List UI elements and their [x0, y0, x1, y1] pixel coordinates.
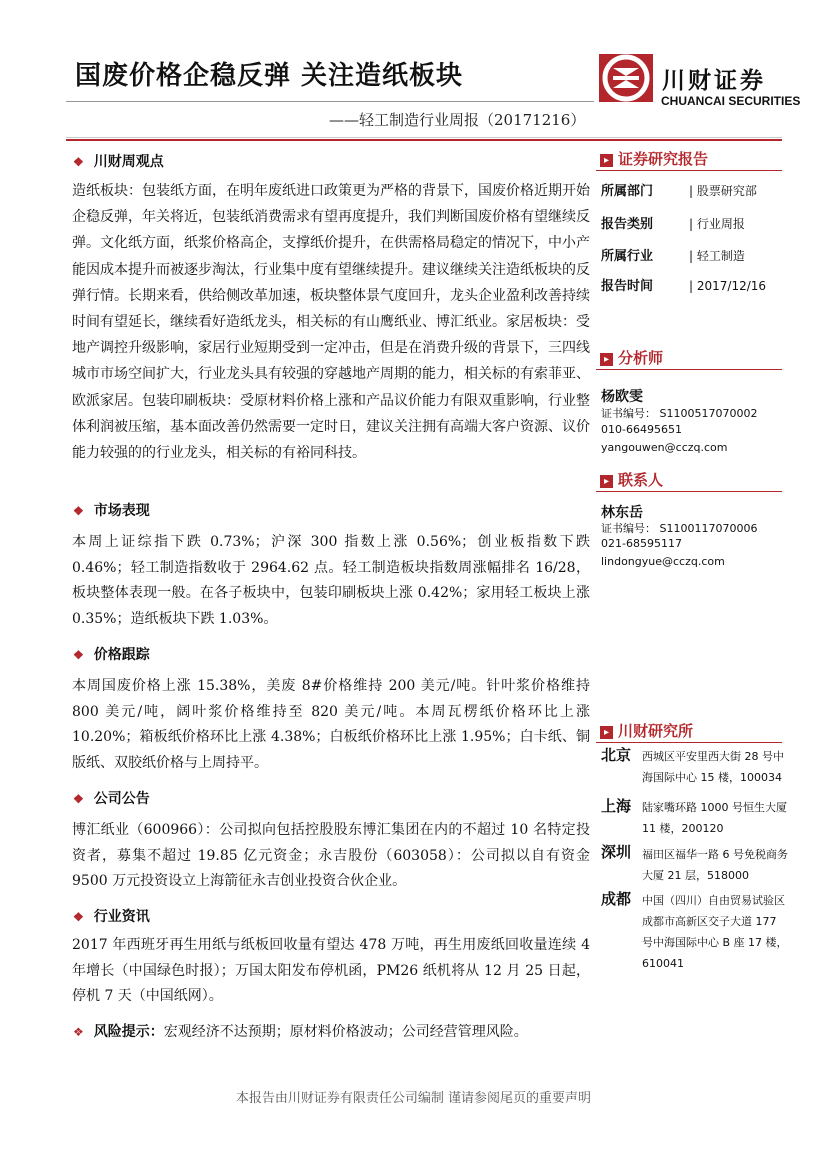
news-paragraph: 2017 年西班牙再生用纸与纸板回收量有望达 478 万吨，再生用废纸回收量连续 4 年增长（中国绿色时报）；万国太阳发布停机函，PM26 纸机将从 12 月 25 日起，停机 7 天（中国纸网）。	[72, 937, 590, 1005]
brand-name-en: CHUANCAI SECURITIES	[661, 94, 801, 108]
announce-paragraph: 博汇纸业（600966）：公司拟向包括控股股东博汇集团在内的不超过 10 名特定投资者，募集不超过 19.85 亿元资金；永吉股份（603058）：公司拟以自有资金 9500 万元投资设立上海箭征永吉创业投资合伙企业。	[72, 822, 590, 890]
institute-heading: ▸ 川财研究所	[600, 720, 693, 741]
section-heading-view: ❖ 川财周观点	[73, 154, 164, 170]
report-info-heading: ▸ 证券研究报告	[600, 148, 708, 169]
section-heading-market: ❖ 市场表现	[73, 503, 150, 519]
office-city-chengdu: 成都	[601, 890, 632, 908]
info-row-industry: 所属行业 | 轻工制造	[601, 249, 745, 264]
contact-heading: ▸ 联系人	[600, 469, 663, 490]
section-square-icon: ▸	[600, 154, 613, 167]
contact-name: 林东岳	[601, 505, 643, 521]
section-square-icon: ▸	[600, 353, 613, 366]
info-row-department: 所属部门 | 股票研究部	[601, 184, 757, 199]
page-footer: 本报告由川财证券有限责任公司编制 谨请参阅尾页的重要声明	[235, 1091, 592, 1106]
sidebar-rule	[596, 369, 782, 370]
view-paragraph: 造纸板块：包装纸方面，在明年废纸进口政策更为严格的背景下，国废价格近期开始企稳反弹，年关将近，包装纸消费需求有望再度提升，我们判断国废价格有望继续反弹。文化纸方面，纸浆价格高企，支撑纸价提升，在供需格局稳定的情况下，中小产能因成本提升而被逐步淘汰，行业集中度有望继续提升。建议继续关注造纸板块的反弹行情。长期来看，供给侧改革加速，板块整体景气度回升，龙头企业盈利改善持续时间有望延长，继续看好造纸龙头，相关标的有山鹰纸业、博汇纸业。家居板块：受地产调控升级影响，家居行业短期受到一定冲击，但是在消费升级的背景下，三四线城市市场空间扩大，行业龙头具有较强的穿越地产周期的能力，相关标的有索菲亚、欧派家居。包装印刷板块：受原材料价格上涨和产品议价能力有限双重影响，行业整体利润被压缩，基本面改善仍然需要一定时日，建议关注拥有高端大客户资源、议价能力较强的的行业龙头，相关标的有裕同科技。	[72, 183, 590, 462]
sidebar-rule	[596, 742, 782, 743]
office-city-shenzhen: 深圳	[601, 843, 632, 861]
diamond-bullet-icon: ❖	[73, 648, 84, 662]
sidebar-rule	[596, 491, 782, 492]
contact-email[interactable]: lindongyue@cczq.com	[601, 555, 725, 568]
analyst-heading: ▸ 分析师	[600, 347, 663, 368]
info-row-date: 报告时间 | 2017/12/16	[601, 279, 767, 294]
header-rule	[66, 139, 782, 141]
sidebar-rule	[596, 170, 782, 171]
risk-warning: ❖ 风险提示：宏观经济不达预期；原材料价格波动；公司经营管理风险。	[73, 1024, 528, 1040]
contact-cert: 证书编号： S1100117070006	[601, 522, 758, 535]
office-city-shanghai: 上海	[601, 797, 632, 815]
chuancai-logo-icon	[599, 54, 653, 102]
report-title: 国废价格企稳反弹 关注造纸板块	[75, 61, 464, 91]
section-heading-news: ❖ 行业资讯	[73, 909, 150, 925]
section-square-icon: ▸	[600, 726, 613, 739]
report-subtitle: ——轻工制造行业周报（20171216）	[329, 111, 586, 129]
contact-phone: 021-68595117	[601, 537, 682, 550]
analyst-phone: 010-66495651	[601, 423, 682, 436]
section-heading-price: ❖ 价格跟踪	[73, 647, 150, 663]
diamond-bullet-icon: ❖	[73, 1025, 84, 1039]
diamond-bullet-icon: ❖	[73, 792, 84, 806]
market-paragraph: 本周上证综指下跌 0.73%；沪深 300 指数上涨 0.56%；创业板指数下跌 0.46%；轻工制造指数收于 2964.62 点。轻工制造板块指数周涨幅排名 16/28，板块整体表现一般。在各子板块中，包装印刷板块上涨 0.42%；家用轻工板块上涨 0.35%；造纸板块下跌 1.03%。	[72, 534, 590, 627]
office-address-shenzhen: 福田区福华一路 6 号免税商务大厦 21 层，518000	[642, 848, 788, 882]
diamond-bullet-icon: ❖	[73, 910, 84, 924]
office-address-shanghai: 陆家嘴环路 1000 号恒生大厦 11 楼，200120	[642, 801, 787, 835]
brand-name: 川财证券	[662, 68, 766, 94]
office-address-chengdu: 中国（四川）自由贸易试验区成都市高新区交子大道 177 号中海国际中心 B 座 17 楼，610041	[642, 894, 788, 970]
analyst-email[interactable]: yangouwen@cczq.com	[601, 441, 728, 454]
price-paragraph: 本周国废价格上涨 15.38%，美废 8#价格维持 200 美元/吨。针叶浆价格维持 800 美元/吨，阔叶浆价格维持至 820 美元/吨。本周瓦楞纸价格环比上涨 10.20%；箱板纸价格环比上涨 4.38%；白板纸价格环比上涨 1.95%；白卡纸、铜版纸、双胶纸价格与上周持平。	[72, 678, 590, 771]
office-address-beijing: 西城区平安里西大街 28 号中海国际中心 15 楼，100034	[642, 750, 784, 784]
office-city-beijing: 北京	[601, 746, 632, 764]
section-heading-announce: ❖ 公司公告	[73, 791, 150, 807]
diamond-bullet-icon: ❖	[73, 155, 84, 169]
analyst-cert: 证书编号： S1100517070002	[601, 407, 758, 420]
title-underline	[66, 101, 594, 102]
section-square-icon: ▸	[600, 475, 613, 488]
info-row-category: 报告类别 | 行业周报	[601, 217, 745, 232]
header-rule-thin	[66, 137, 782, 138]
diamond-bullet-icon: ❖	[73, 504, 84, 518]
analyst-name: 杨欧雯	[601, 389, 643, 405]
